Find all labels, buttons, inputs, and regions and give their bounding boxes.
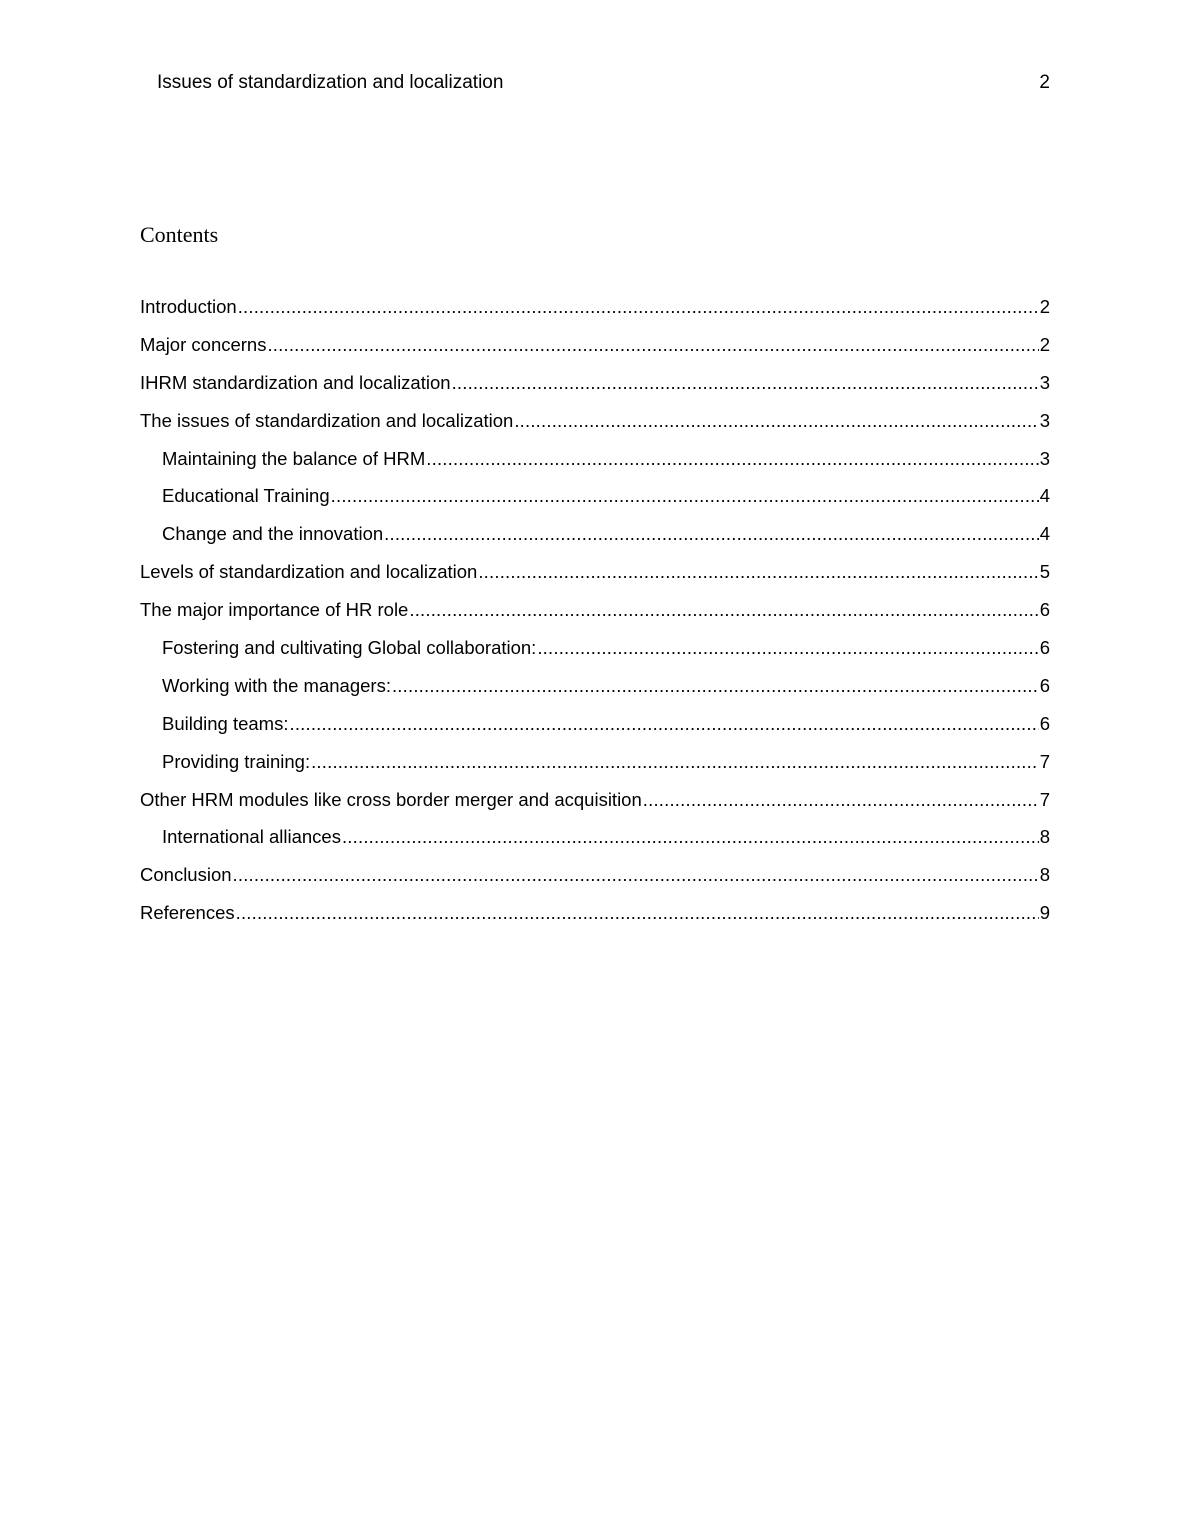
toc-entry-title: Other HRM modules like cross border merger and acquisition xyxy=(140,788,642,810)
toc-entry-page: 6 xyxy=(1039,674,1050,696)
toc-entry-page: 5 xyxy=(1039,561,1050,583)
toc-entry[interactable] xyxy=(140,823,1050,861)
toc-entry-title: Working with the managers: xyxy=(162,674,391,696)
toc-entry-page: 8 xyxy=(1039,864,1050,886)
toc-dot-leader xyxy=(233,861,1039,889)
toc-dot-leader xyxy=(426,445,1038,473)
running-header-title: Issues of standardization and localization xyxy=(157,72,504,93)
toc-entry[interactable] xyxy=(140,520,1050,558)
toc-entry-page: 6 xyxy=(1039,599,1050,621)
toc-entry-page: 2 xyxy=(1039,296,1050,317)
toc-dot-leader xyxy=(331,482,1039,510)
toc-dot-leader xyxy=(514,407,1038,435)
toc-entry-title: Levels of standardization and localization xyxy=(140,561,478,583)
toc-entry[interactable] xyxy=(140,482,1050,520)
toc-dot-leader xyxy=(238,293,1039,321)
toc-entry[interactable] xyxy=(140,710,1050,748)
toc-entry[interactable] xyxy=(140,634,1050,672)
toc-entry[interactable] xyxy=(140,407,1050,445)
toc-entry-page: 4 xyxy=(1039,523,1050,545)
toc-entry[interactable] xyxy=(140,331,1050,369)
toc-entry-title: Major concerns xyxy=(140,333,267,355)
toc-entry[interactable] xyxy=(140,672,1050,710)
toc-dot-leader xyxy=(537,634,1038,662)
toc-dot-leader xyxy=(289,710,1038,738)
toc-dot-leader xyxy=(236,899,1039,927)
toc-dot-leader xyxy=(478,558,1038,586)
toc-entry-page: 6 xyxy=(1039,712,1050,734)
toc-entry-title: Change and the innovation xyxy=(162,523,384,545)
toc-dot-leader xyxy=(409,596,1038,624)
toc-entry[interactable] xyxy=(140,369,1050,407)
toc-entry-title: Introduction xyxy=(140,296,237,317)
toc-dot-leader xyxy=(342,823,1039,851)
toc-entry-title: The major importance of HR role xyxy=(140,599,409,621)
toc-entry-page: 3 xyxy=(1039,409,1050,431)
toc-entry-title: References xyxy=(140,902,235,924)
toc-entry-title: Conclusion xyxy=(140,864,232,886)
toc-entry-page: 3 xyxy=(1039,371,1050,393)
toc-entry-title: International alliances xyxy=(162,826,341,848)
toc-entry-title: IHRM standardization and localization xyxy=(140,371,451,393)
page-header xyxy=(157,70,1050,96)
toc-entry[interactable] xyxy=(140,786,1050,824)
toc-entry-page: 6 xyxy=(1039,637,1050,659)
toc-entry-title: Building teams: xyxy=(162,712,289,734)
toc-entry-page: 7 xyxy=(1039,750,1050,772)
toc-entry-page: 2 xyxy=(1039,333,1050,355)
page-number: 2 xyxy=(1039,72,1050,93)
toc-entry[interactable] xyxy=(140,558,1050,596)
toc-entry[interactable] xyxy=(140,748,1050,786)
toc-entry-title: The issues of standardization and localization xyxy=(140,409,514,431)
toc-entry-page: 7 xyxy=(1039,788,1050,810)
toc-entry-title: Maintaining the balance of HRM xyxy=(162,447,426,469)
toc-dot-leader xyxy=(384,520,1039,548)
toc-entry-page: 3 xyxy=(1039,447,1050,469)
toc-dot-leader xyxy=(392,672,1039,700)
toc-entry[interactable] xyxy=(140,445,1050,483)
toc-entry-page: 4 xyxy=(1039,485,1050,507)
toc-entry[interactable] xyxy=(140,899,1050,937)
toc-entry-title: Educational Training xyxy=(162,485,330,507)
toc-entry[interactable] xyxy=(140,861,1050,899)
toc-entry-title: Providing training: xyxy=(162,750,311,772)
toc-entry-page: 9 xyxy=(1039,902,1050,924)
toc-entry[interactable] xyxy=(140,293,1050,331)
toc-dot-leader xyxy=(452,369,1039,397)
toc-heading: Contents xyxy=(140,222,219,247)
toc-entry-page: 8 xyxy=(1039,826,1050,848)
toc-dot-leader xyxy=(267,331,1038,359)
table-of-contents xyxy=(140,293,1050,937)
toc-dot-leader xyxy=(311,748,1039,776)
toc-entry-title: Fostering and cultivating Global collaboration: xyxy=(162,637,537,659)
toc-dot-leader xyxy=(643,786,1039,814)
toc-entry[interactable] xyxy=(140,596,1050,634)
